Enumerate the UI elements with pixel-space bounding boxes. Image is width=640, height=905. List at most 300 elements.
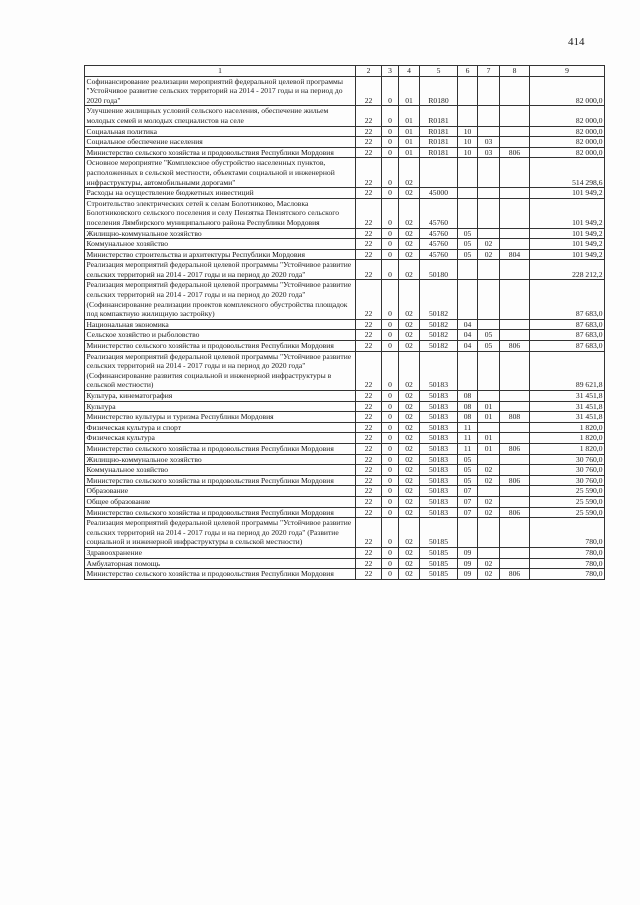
amount-cell: 82 000,0 — [530, 106, 605, 126]
code-cell: 22 — [356, 330, 382, 341]
row-name-cell: Расходы на осуществление бюджетных инвестиций — [85, 188, 356, 199]
code-cell: 22 — [356, 547, 382, 558]
row-name-cell: Сельское хозяйство и рыболовство — [85, 330, 356, 341]
code-cell: 04 — [458, 330, 478, 341]
code-cell: 22 — [356, 239, 382, 250]
code-cell — [478, 126, 500, 137]
code-cell: 02 — [399, 401, 420, 412]
code-cell: 02 — [399, 475, 420, 486]
code-cell: 22 — [356, 137, 382, 148]
code-cell: 0 — [382, 198, 399, 228]
code-cell: 22 — [356, 228, 382, 239]
row-name-cell: Улучшение жилищных условий сельского населения, обеспечение жильем молодых семей и молодых специалистов на селе — [85, 106, 356, 126]
code-cell — [458, 518, 478, 548]
code-cell: 02 — [478, 496, 500, 507]
code-cell: 0 — [382, 239, 399, 250]
table-row — [85, 147, 605, 158]
code-cell: 50183 — [420, 401, 458, 412]
code-cell — [500, 188, 530, 199]
column-header: 9 — [530, 66, 605, 77]
code-cell — [478, 158, 500, 188]
code-cell: 05 — [478, 330, 500, 341]
table-row — [85, 106, 605, 126]
amount-cell: 82 000,0 — [530, 137, 605, 148]
code-cell: 0 — [382, 475, 399, 486]
code-cell: 0 — [382, 106, 399, 126]
code-cell: 45000 — [420, 188, 458, 199]
code-cell: 01 — [399, 147, 420, 158]
code-cell: 0 — [382, 547, 399, 558]
row-name-cell: Общее образование — [85, 496, 356, 507]
code-cell — [478, 547, 500, 558]
table-row — [85, 569, 605, 580]
row-name-cell: Амбулаторная помощь — [85, 558, 356, 569]
table-row — [85, 137, 605, 148]
row-name-cell: Министерство сельского хозяйства и продовольствия Республики Мордовия — [85, 147, 356, 158]
code-cell: 02 — [478, 475, 500, 486]
code-cell: 05 — [458, 249, 478, 260]
code-cell: 50182 — [420, 341, 458, 352]
row-name-cell: Культура, кинематография — [85, 391, 356, 402]
code-cell: 02 — [399, 547, 420, 558]
code-cell: 22 — [356, 496, 382, 507]
header-row — [85, 66, 605, 77]
code-cell: 02 — [399, 158, 420, 188]
code-cell — [500, 158, 530, 188]
table-row — [85, 391, 605, 402]
amount-cell: 101 949,2 — [530, 228, 605, 239]
code-cell: 22 — [356, 558, 382, 569]
row-name-cell: Министерство сельского хозяйства и продовольствия Республики Мордовия — [85, 341, 356, 352]
code-cell: 22 — [356, 198, 382, 228]
code-cell: 02 — [399, 319, 420, 330]
code-cell — [500, 137, 530, 148]
code-cell — [478, 188, 500, 199]
code-cell — [500, 496, 530, 507]
code-cell: 50183 — [420, 486, 458, 497]
amount-cell: 101 949,2 — [530, 198, 605, 228]
code-cell — [420, 158, 458, 188]
code-cell: 806 — [500, 341, 530, 352]
code-cell: 02 — [399, 391, 420, 402]
code-cell — [458, 198, 478, 228]
code-cell: 0 — [382, 507, 399, 518]
column-header: 3 — [382, 66, 399, 77]
table-row — [85, 126, 605, 137]
code-cell: 22 — [356, 351, 382, 390]
code-cell: 50182 — [420, 280, 458, 319]
code-cell: 804 — [500, 249, 530, 260]
code-cell — [458, 351, 478, 390]
row-name-cell: Реализация мероприятий федеральной целевой программы "Устойчивое развитие сельских территорий на 2014 - 2017 годы и на период до 2020 года" (Софинансирование развития социальной и инженерной инфраструктуры в сельской местности) — [85, 351, 356, 390]
row-name-cell: Физическая культура и спорт — [85, 422, 356, 433]
code-cell: 04 — [458, 341, 478, 352]
amount-cell: 30 760,0 — [530, 475, 605, 486]
code-cell: 11 — [458, 443, 478, 454]
amount-cell: 87 683,0 — [530, 341, 605, 352]
code-cell: 22 — [356, 465, 382, 476]
code-cell: 0 — [382, 249, 399, 260]
code-cell: 808 — [500, 412, 530, 423]
row-name-cell: Национальная экономика — [85, 319, 356, 330]
amount-cell: 87 683,0 — [530, 280, 605, 319]
row-name-cell: Социальное обеспечение населения — [85, 137, 356, 148]
code-cell: 01 — [399, 126, 420, 137]
code-cell: 50183 — [420, 443, 458, 454]
code-cell: 45760 — [420, 249, 458, 260]
table-row — [85, 280, 605, 319]
code-cell: 50183 — [420, 433, 458, 444]
code-cell — [478, 106, 500, 126]
code-cell — [500, 239, 530, 250]
code-cell: 02 — [399, 280, 420, 319]
code-cell: 09 — [458, 569, 478, 580]
amount-cell: 780,0 — [530, 569, 605, 580]
table-row — [85, 341, 605, 352]
code-cell: 02 — [478, 249, 500, 260]
row-name-cell: Министерство культуры и туризма Республики Мордовия — [85, 412, 356, 423]
code-cell — [478, 319, 500, 330]
code-cell — [478, 518, 500, 548]
table-row — [85, 198, 605, 228]
row-name-cell: Культура — [85, 401, 356, 412]
code-cell: 0 — [382, 518, 399, 548]
table-row — [85, 239, 605, 250]
code-cell: 45760 — [420, 198, 458, 228]
table-row — [85, 401, 605, 412]
code-cell — [478, 260, 500, 280]
code-cell — [458, 76, 478, 106]
code-cell: 02 — [399, 341, 420, 352]
code-cell: 02 — [478, 239, 500, 250]
code-cell: 0 — [382, 137, 399, 148]
code-cell: 0 — [382, 76, 399, 106]
code-cell: 22 — [356, 518, 382, 548]
code-cell — [500, 547, 530, 558]
row-name-cell: Образование — [85, 486, 356, 497]
code-cell: 0 — [382, 422, 399, 433]
code-cell: 03 — [478, 137, 500, 148]
code-cell: 08 — [458, 391, 478, 402]
row-name-cell: Реализация мероприятий федеральной целевой программы "Устойчивое развитие сельских территорий на 2014 - 2017 годы и на период до 2020 года" (Софинансирование реализации проектов комплексного обустройства площадок под компактную жилищную застройку) — [85, 280, 356, 319]
code-cell: 02 — [478, 507, 500, 518]
table-row — [85, 76, 605, 106]
code-cell: 05 — [458, 228, 478, 239]
code-cell: 02 — [399, 188, 420, 199]
code-cell: 07 — [458, 486, 478, 497]
code-cell: 45760 — [420, 228, 458, 239]
code-cell — [500, 486, 530, 497]
table-row — [85, 475, 605, 486]
code-cell: 02 — [478, 465, 500, 476]
amount-cell: 31 451,8 — [530, 391, 605, 402]
code-cell: 02 — [399, 260, 420, 280]
code-cell — [500, 351, 530, 390]
code-cell — [458, 260, 478, 280]
table-row — [85, 422, 605, 433]
code-cell: 22 — [356, 475, 382, 486]
code-cell: 50182 — [420, 319, 458, 330]
code-cell: 50183 — [420, 454, 458, 465]
code-cell: 0 — [382, 158, 399, 188]
amount-cell: 1 820,0 — [530, 422, 605, 433]
amount-cell: 1 820,0 — [530, 443, 605, 454]
code-cell: 0 — [382, 351, 399, 390]
code-cell — [500, 422, 530, 433]
table-row — [85, 443, 605, 454]
code-cell: 22 — [356, 443, 382, 454]
column-header: 6 — [458, 66, 478, 77]
code-cell: 02 — [399, 422, 420, 433]
code-cell: 01 — [478, 401, 500, 412]
code-cell: 22 — [356, 486, 382, 497]
row-name-cell: Физическая культура — [85, 433, 356, 444]
amount-cell: 780,0 — [530, 518, 605, 548]
code-cell — [458, 106, 478, 126]
table-row — [85, 319, 605, 330]
code-cell: 50183 — [420, 422, 458, 433]
table-row — [85, 330, 605, 341]
code-cell — [500, 280, 530, 319]
amount-cell: 228 212,2 — [530, 260, 605, 280]
table-row — [85, 547, 605, 558]
code-cell: 01 — [399, 76, 420, 106]
table-row — [85, 454, 605, 465]
code-cell: R0181 — [420, 147, 458, 158]
code-cell: 0 — [382, 126, 399, 137]
amount-cell: 30 760,0 — [530, 465, 605, 476]
row-name-cell: Строительство электрических сетей к селам Болотниково, Масловка Болотниковского сельского поселения и селу Пензятка Пензятского сельского поселения Лямбирского муниципального района Республики Мордовия — [85, 198, 356, 228]
code-cell: 50180 — [420, 260, 458, 280]
amount-cell: 514 298,6 — [530, 158, 605, 188]
amount-cell: 87 683,0 — [530, 330, 605, 341]
row-name-cell: Основное мероприятие "Комплексное обустройство населенных пунктов, расположенных в сельской местности, объектами социальной и инженерной инфраструктуры, автомобильными дорогами" — [85, 158, 356, 188]
amount-cell: 25 590,0 — [530, 486, 605, 497]
code-cell: 11 — [458, 422, 478, 433]
code-cell: 0 — [382, 280, 399, 319]
code-cell: 05 — [478, 341, 500, 352]
code-cell: 50183 — [420, 475, 458, 486]
code-cell: 01 — [399, 106, 420, 126]
code-cell: 806 — [500, 569, 530, 580]
code-cell — [500, 465, 530, 476]
row-name-cell: Софинансирование реализации мероприятий федеральной целевой программы "Устойчивое развитие сельских территорий на 2014 - 2017 годы и на период до 2020 года" — [85, 76, 356, 106]
code-cell: 11 — [458, 433, 478, 444]
code-cell: 04 — [458, 319, 478, 330]
code-cell: 02 — [399, 249, 420, 260]
code-cell — [500, 228, 530, 239]
code-cell: 05 — [458, 454, 478, 465]
row-name-cell: Министерство строительства и архитектуры Республики Мордовия — [85, 249, 356, 260]
code-cell — [478, 198, 500, 228]
table-row — [85, 351, 605, 390]
code-cell: 02 — [399, 569, 420, 580]
code-cell: 02 — [478, 558, 500, 569]
code-cell: 22 — [356, 147, 382, 158]
code-cell: 10 — [458, 147, 478, 158]
table-row — [85, 465, 605, 476]
code-cell: 02 — [399, 228, 420, 239]
code-cell: 0 — [382, 443, 399, 454]
row-name-cell: Министерство сельского хозяйства и продовольствия Республики Мордовия — [85, 507, 356, 518]
code-cell: 22 — [356, 422, 382, 433]
code-cell — [500, 558, 530, 569]
code-cell — [500, 433, 530, 444]
code-cell: 50183 — [420, 351, 458, 390]
amount-cell: 1 820,0 — [530, 433, 605, 444]
code-cell — [500, 391, 530, 402]
code-cell: 05 — [458, 465, 478, 476]
code-cell — [458, 158, 478, 188]
code-cell: 02 — [399, 443, 420, 454]
row-name-cell: Реализация мероприятий федеральной целевой программы "Устойчивое развитие сельских территорий на 2014 - 2017 годы и на период до 2020 года" — [85, 260, 356, 280]
amount-cell: 31 451,8 — [530, 401, 605, 412]
code-cell: 01 — [478, 412, 500, 423]
code-cell: 02 — [399, 465, 420, 476]
code-cell: 22 — [356, 280, 382, 319]
code-cell: 02 — [399, 496, 420, 507]
code-cell: 50183 — [420, 391, 458, 402]
code-cell — [458, 188, 478, 199]
code-cell: 22 — [356, 401, 382, 412]
amount-cell: 31 451,8 — [530, 412, 605, 423]
code-cell: 07 — [458, 496, 478, 507]
code-cell: 0 — [382, 188, 399, 199]
amount-cell: 101 949,2 — [530, 239, 605, 250]
code-cell: 22 — [356, 569, 382, 580]
code-cell: 50183 — [420, 412, 458, 423]
code-cell — [500, 401, 530, 412]
code-cell: 22 — [356, 188, 382, 199]
code-cell: 806 — [500, 147, 530, 158]
code-cell: 0 — [382, 412, 399, 423]
code-cell: 02 — [399, 454, 420, 465]
code-cell: 50185 — [420, 547, 458, 558]
code-cell — [478, 486, 500, 497]
code-cell: 50183 — [420, 507, 458, 518]
row-name-cell: Жилищно-коммунальное хозяйство — [85, 228, 356, 239]
table-row — [85, 188, 605, 199]
row-name-cell: Здравоохранение — [85, 547, 356, 558]
code-cell: 50185 — [420, 518, 458, 548]
code-cell — [478, 76, 500, 106]
table-row — [85, 249, 605, 260]
table-row — [85, 518, 605, 548]
code-cell: 10 — [458, 126, 478, 137]
code-cell — [500, 106, 530, 126]
code-cell: 05 — [458, 475, 478, 486]
code-cell: 50183 — [420, 496, 458, 507]
code-cell: 02 — [478, 569, 500, 580]
column-header: 2 — [356, 66, 382, 77]
table-row — [85, 496, 605, 507]
code-cell: 22 — [356, 158, 382, 188]
code-cell: 22 — [356, 454, 382, 465]
code-cell: 02 — [399, 351, 420, 390]
code-cell: 01 — [478, 443, 500, 454]
code-cell: R0181 — [420, 126, 458, 137]
row-name-cell: Министерство сельского хозяйства и продовольствия Республики Мордовия — [85, 569, 356, 580]
code-cell — [478, 422, 500, 433]
code-cell: R0180 — [420, 76, 458, 106]
code-cell — [478, 391, 500, 402]
row-name-cell: Коммунальное хозяйство — [85, 239, 356, 250]
amount-cell: 780,0 — [530, 558, 605, 569]
amount-cell: 25 590,0 — [530, 507, 605, 518]
code-cell — [500, 330, 530, 341]
code-cell: R0181 — [420, 106, 458, 126]
code-cell: 0 — [382, 330, 399, 341]
code-cell: 02 — [399, 330, 420, 341]
code-cell: 0 — [382, 228, 399, 239]
amount-cell: 82 000,0 — [530, 126, 605, 137]
code-cell: 22 — [356, 260, 382, 280]
code-cell: 07 — [458, 507, 478, 518]
code-cell: 0 — [382, 147, 399, 158]
code-cell: 0 — [382, 341, 399, 352]
code-cell — [478, 280, 500, 319]
code-cell: 22 — [356, 391, 382, 402]
row-name-cell: Жилищно-коммунальное хозяйство — [85, 454, 356, 465]
code-cell: 50182 — [420, 330, 458, 341]
amount-cell: 25 590,0 — [530, 496, 605, 507]
table-body — [85, 76, 605, 579]
row-name-cell: Министерство сельского хозяйства и продовольствия Республики Мордовия — [85, 475, 356, 486]
code-cell: 01 — [478, 433, 500, 444]
code-cell — [478, 228, 500, 239]
code-cell: 0 — [382, 569, 399, 580]
code-cell: 0 — [382, 496, 399, 507]
code-cell: 806 — [500, 507, 530, 518]
code-cell: 08 — [458, 401, 478, 412]
code-cell: 806 — [500, 475, 530, 486]
amount-cell: 89 621,8 — [530, 351, 605, 390]
code-cell: 01 — [399, 137, 420, 148]
amount-cell: 780,0 — [530, 547, 605, 558]
code-cell: 0 — [382, 391, 399, 402]
code-cell: 09 — [458, 547, 478, 558]
code-cell — [478, 351, 500, 390]
row-name-cell: Реализация мероприятий федеральной целевой программы "Устойчивое развитие сельских территорий на 2014 - 2017 годы и на период до 2020 года" (Развитие социальной и инженерной инфраструктуры в сельской местности) — [85, 518, 356, 548]
code-cell: 22 — [356, 319, 382, 330]
code-cell: 50185 — [420, 558, 458, 569]
code-cell: 0 — [382, 401, 399, 412]
code-cell: 02 — [399, 239, 420, 250]
table-row — [85, 433, 605, 444]
code-cell — [458, 280, 478, 319]
code-cell: 02 — [399, 518, 420, 548]
code-cell: 09 — [458, 558, 478, 569]
code-cell — [500, 198, 530, 228]
code-cell: 10 — [458, 137, 478, 148]
amount-cell: 30 760,0 — [530, 454, 605, 465]
column-header: 8 — [500, 66, 530, 77]
column-header: 4 — [399, 66, 420, 77]
code-cell: 22 — [356, 126, 382, 137]
code-cell: 02 — [399, 412, 420, 423]
table-row — [85, 507, 605, 518]
amount-cell: 101 949,2 — [530, 249, 605, 260]
code-cell: 22 — [356, 106, 382, 126]
code-cell: 22 — [356, 507, 382, 518]
amount-cell: 87 683,0 — [530, 319, 605, 330]
code-cell: 22 — [356, 433, 382, 444]
code-cell: 22 — [356, 412, 382, 423]
code-cell: R0181 — [420, 137, 458, 148]
row-name-cell: Коммунальное хозяйство — [85, 465, 356, 476]
amount-cell: 82 000,0 — [530, 147, 605, 158]
row-name-cell: Министерство сельского хозяйства и продовольствия Республики Мордовия — [85, 443, 356, 454]
